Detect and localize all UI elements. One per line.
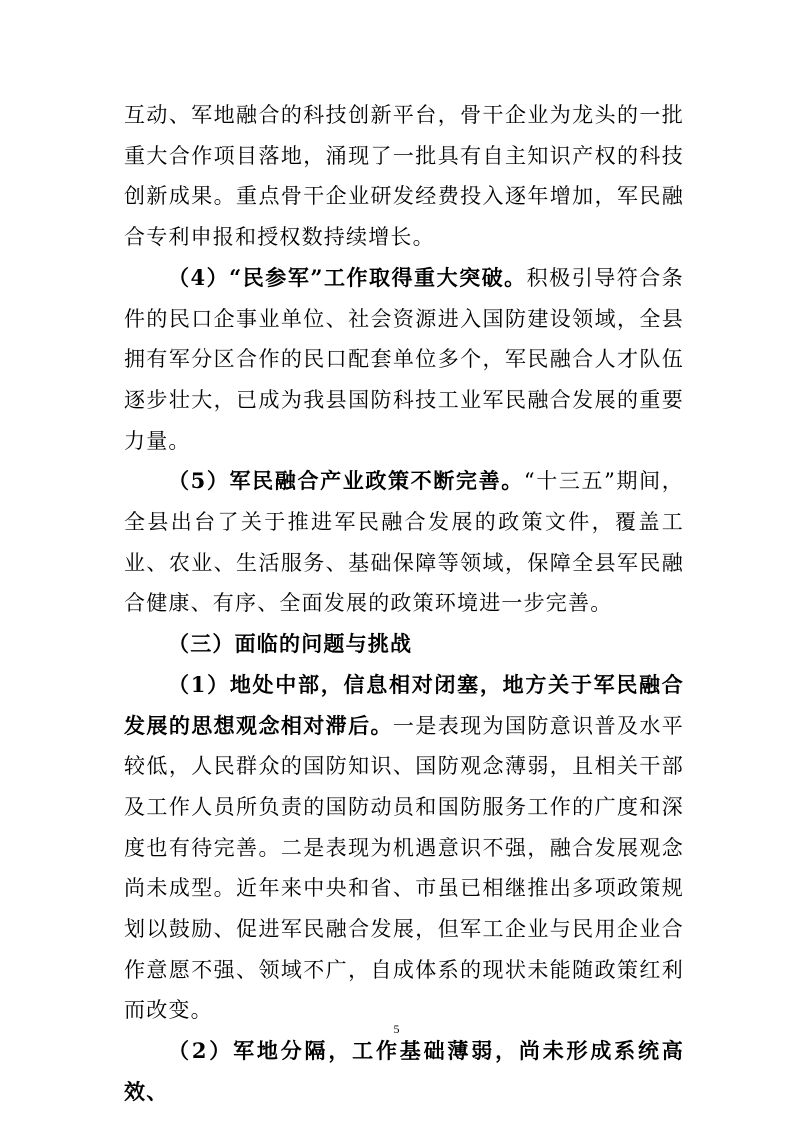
body-text [124, 95, 684, 1113]
paragraph-heading: （5）军民融合产业政策不断完善。 [168, 468, 524, 494]
paragraph-text: “十三五”期间，全县出台了关于推进军民融合发展的政策文件，覆盖工业、农业、生活服务、基础保障等领域，保障全县军民融合健康、有序、全面发展的政策环境进一步完善。 [124, 469, 684, 616]
paragraph-text: 积极引导符合条件的民口企事业单位、社会资源进入国防建设领域，全县拥有军分区合作的民口配套单位多个，军民融合人才队伍逐步壮大，已成为我县国防科技工业军民融合发展的重要力量。 [124, 265, 684, 453]
section-heading-problems [124, 624, 684, 665]
paragraph-continuation [124, 95, 684, 258]
page-number: 5 [393, 1022, 400, 1036]
paragraph-industry-policy [124, 461, 684, 624]
paragraph-text: 一是表现为国防意识普及水平较低，人民群众的国防知识、国防观念薄弱，且相关干部及工作人员所负责的国防动员和国防服务工作的广度和深度也有待完善。二是表现为机遇意识不强，融合发展观念尚未成型。近年来中央和省、市虽已相继推出多项政策规划以鼓励、促进军民融合发展，但军工企业与民用企业合作意愿不强、领域不广，自成体系的现状未能随政策红利而改变。 [124, 713, 684, 1023]
paragraph-heading: （4）“民参军”工作取得重大突破。 [168, 264, 527, 290]
paragraph-heading: （2）军地分隔，工作基础薄弱，尚未形成系统高效、 [124, 1038, 684, 1104]
paragraph-heading: （1）地处中部，信息相对闭塞，地方关于军民融合发展的思想观念相对滞后。 [124, 671, 684, 738]
paragraph-min-can-jun [124, 258, 684, 462]
section-heading: （三）面临的问题与挑战 [168, 631, 413, 657]
paragraph-location-info [124, 665, 684, 1031]
paragraph-military-separation [124, 1031, 684, 1112]
paragraph-text: 互动、军地融合的科技创新平台，骨干企业为龙头的一批重大合作项目落地，涌现了一批具有自主知识产权的科技创新成果。重点骨干企业研发经费投入逐年增加，军民融合专利申报和授权数持续增长。 [124, 103, 684, 250]
